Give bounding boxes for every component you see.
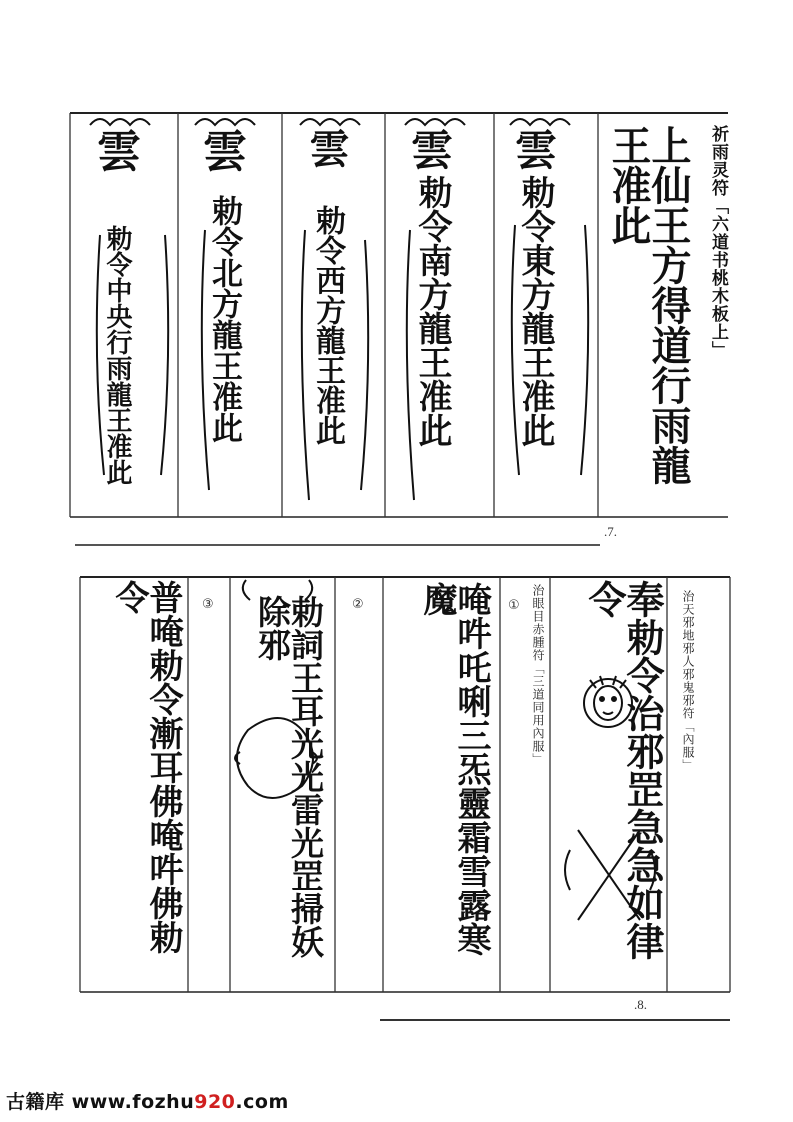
talisman-head-4: 雲: [405, 128, 454, 170]
talisman-column-5: 勅令東方龍王准此: [515, 175, 555, 447]
talisman-exorcism: 奉勅令治邪罡急急如律令: [582, 580, 665, 960]
page-number-7: .7.: [604, 524, 617, 539]
talisman-column-3: 勅令西方龍王准此: [310, 205, 345, 445]
label-circled-1: ①: [508, 598, 520, 613]
talisman-head-5: 雲: [509, 128, 558, 170]
footer-url-link[interactable]: [72, 1091, 289, 1113]
talisman-column-2: 勅令北方龍王准此: [206, 195, 242, 443]
note-heavenly-evil-talisman: 治天邪地邪人邪鬼邪符「內服」: [681, 590, 695, 772]
footer-url-prefix: www.fozhu: [71, 1091, 195, 1113]
talisman-column-4: 勅令南方龍王准此: [412, 175, 452, 447]
footer-brand: 古籍库: [6, 1091, 65, 1113]
label-circled-3: ③: [202, 597, 214, 612]
footer-watermark: [6, 1087, 289, 1114]
footer-url-suffix: .com: [235, 1091, 289, 1113]
talisman-head-3: 雲: [303, 128, 350, 168]
page-number-8: .8.: [634, 997, 647, 1012]
talisman-universal-om: 普唵勅令漸耳佛唵吽佛勅令: [109, 580, 183, 954]
top-page-title-column: 祈雨灵符「六道书桃木板上」: [708, 125, 728, 359]
talisman-thunder-light: 勅詞王耳光光雷光罡掃妖除邪: [253, 595, 325, 958]
label-circled-2: ②: [352, 597, 364, 612]
talisman-head-2: 雲: [195, 128, 246, 172]
talisman-column-6: 上仙王方得道行雨龍王准此: [605, 125, 692, 485]
talisman-column-1: 勅令中央行雨龍王准此: [102, 225, 132, 485]
note-eye-talisman: 治眼目赤腫符「三道同用內服」: [531, 584, 545, 766]
talisman-om-hum: 唵吽吒唎三炁靈霜雪露寒魔: [417, 582, 491, 956]
footer-url-number: 920: [194, 1091, 236, 1113]
talisman-head-1: 雲: [89, 128, 140, 172]
